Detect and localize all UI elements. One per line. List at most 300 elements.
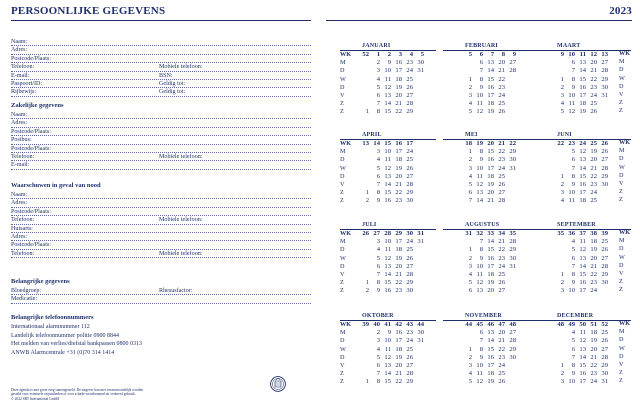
field-label: Naam: (11, 192, 28, 198)
day-number: 25 (498, 100, 505, 108)
month-title: APRIL (340, 131, 436, 140)
form-field-row (11, 241, 311, 249)
day-number (413, 76, 424, 84)
day-number: 18 (590, 238, 597, 246)
day-row (535, 59, 631, 67)
day-number: 28 (509, 238, 516, 246)
day-number: 6 (479, 329, 483, 337)
day-number: 29 (601, 270, 608, 278)
day-number: 21 (498, 238, 505, 246)
week-number: 42 (395, 321, 402, 328)
day-number: 26 (406, 353, 413, 361)
weekday-label: M (340, 329, 346, 337)
weekday-label: V (619, 180, 624, 188)
weekday-label: D (340, 172, 345, 180)
day-number: 27 (406, 361, 413, 369)
day-number: 31 (509, 262, 516, 270)
day-number (553, 346, 564, 354)
field-label: Adres: (11, 47, 28, 54)
day-number: 22 (590, 361, 597, 369)
weekday-label: D (619, 245, 624, 253)
day-number: 23 (590, 180, 597, 188)
day-number: 8 (376, 279, 380, 287)
day-row (340, 84, 436, 92)
week-number: 9 (560, 51, 564, 58)
form-field-row (11, 145, 311, 153)
form-field-row (11, 72, 311, 80)
day-number (413, 271, 424, 279)
field-label: E-mail: (11, 162, 30, 169)
weekday-label: W (619, 74, 625, 82)
week-label (535, 140, 553, 148)
phone-number-item: Landelijk telefoonnummer politie 0900 8844 (11, 332, 119, 339)
day-number: 8 (571, 361, 575, 369)
day-row (535, 279, 631, 287)
day-number (505, 197, 516, 205)
day-number: 15 (384, 108, 391, 116)
day-row (443, 197, 539, 205)
month-december (535, 312, 631, 387)
week-number: 17 (406, 140, 413, 147)
dotted-line (11, 169, 311, 170)
field-label: Telefoon: (11, 250, 35, 257)
day-number: 24 (498, 164, 505, 172)
day-number: 11 (579, 329, 586, 337)
form-field-row (11, 191, 311, 199)
day-number: 1 (560, 270, 564, 278)
weekday-label (443, 255, 461, 263)
day-number: 30 (406, 287, 413, 295)
weekday-label: W (340, 254, 346, 262)
weekday-label: Z (340, 189, 344, 197)
day-number: 6 (479, 59, 483, 67)
day-number: 17 (579, 287, 586, 295)
day-number: 26 (498, 108, 505, 116)
day-number: 17 (395, 67, 402, 75)
day-number: 1 (365, 189, 369, 197)
day-number: 8 (479, 345, 483, 353)
day-number: 16 (487, 353, 494, 361)
week-number: 35 (509, 230, 516, 237)
day-number: 6 (571, 345, 575, 353)
day-row (535, 84, 631, 92)
day-number: 23 (498, 353, 505, 361)
day-number (358, 362, 369, 370)
day-number: 5 (571, 337, 575, 345)
day-number: 28 (601, 67, 608, 75)
week-number: 3 (398, 51, 402, 58)
week-label (443, 230, 461, 238)
weekday-label: Z (619, 369, 623, 377)
weekday-label: W (619, 344, 625, 352)
day-number: 8 (571, 270, 575, 278)
weekday-label (443, 238, 461, 246)
week-label: WK (619, 229, 631, 236)
day-number: 21 (498, 337, 505, 345)
day-number: 30 (509, 156, 516, 164)
day-number: 16 (579, 370, 586, 378)
phone-number-item: Het melden van verlies/diefstal bankpassen 0800 0313 (11, 341, 142, 348)
day-number (505, 362, 516, 370)
weekday-label: W (340, 345, 346, 353)
day-number: 17 (395, 148, 402, 156)
week-number: 22 (557, 140, 564, 147)
day-number: 13 (476, 287, 483, 295)
weekday-label (443, 173, 461, 181)
day-number: 10 (568, 91, 575, 99)
week-number-row (340, 140, 436, 148)
day-number: 24 (590, 91, 597, 99)
day-number: 1 (560, 172, 564, 180)
day-row (535, 67, 631, 75)
weekday-label (535, 255, 553, 263)
day-number: 4 (468, 172, 472, 180)
day-number: 23 (590, 279, 597, 287)
crest-logo-icon (270, 375, 286, 393)
week-number: 5 (468, 51, 472, 58)
weekday-label (443, 354, 461, 362)
weekday-label (443, 100, 461, 108)
day-number: 11 (384, 246, 391, 254)
day-number: 15 (579, 361, 586, 369)
business-section (11, 101, 311, 170)
day-row (535, 173, 631, 181)
day-number: 15 (487, 345, 494, 353)
month-title: JANUARI (340, 42, 436, 51)
day-number: 10 (384, 148, 391, 156)
day-number: 24 (590, 189, 597, 197)
week-label (443, 140, 461, 148)
day-number: 7 (571, 67, 575, 75)
weekday-label: M (619, 147, 625, 155)
week-number: 37 (579, 230, 586, 237)
weekday-label (535, 165, 553, 173)
weekday-label: D (340, 246, 345, 254)
day-number: 5 (376, 83, 380, 91)
day-number: 2 (365, 287, 369, 295)
month-title: FEBRUARI (443, 42, 539, 51)
day-number: 23 (406, 59, 413, 67)
day-number: 14 (487, 337, 494, 345)
weekday-label (443, 329, 461, 337)
day-number: 22 (395, 189, 402, 197)
week-number: 8 (501, 51, 505, 58)
weekday-label (535, 197, 553, 205)
day-number: 30 (601, 83, 608, 91)
day-row (340, 279, 436, 287)
day-row (340, 92, 436, 100)
week-number: 33 (487, 230, 494, 237)
week-number: 30 (406, 230, 413, 237)
day-number: 14 (384, 370, 391, 378)
weekday-label: V (340, 270, 345, 278)
week-number: 35 (557, 230, 564, 237)
day-number (553, 148, 564, 156)
day-row (535, 92, 631, 100)
day-row (535, 354, 631, 362)
weekday-label: V (619, 361, 624, 369)
day-number: 26 (498, 279, 505, 287)
weekday-label (443, 189, 461, 197)
weekday-label (535, 263, 553, 271)
weekday-label: Z (619, 188, 623, 196)
day-number: 30 (509, 254, 516, 262)
day-row (443, 173, 539, 181)
day-number: 21 (487, 197, 494, 205)
day-number: 28 (509, 67, 516, 75)
day-number: 18 (579, 197, 586, 205)
day-number: 21 (395, 100, 402, 108)
day-number (553, 263, 564, 271)
weekday-label (535, 370, 553, 378)
week-label: WK (340, 230, 352, 237)
day-number (505, 287, 516, 295)
weekday-label: W (619, 253, 625, 261)
day-number (553, 329, 564, 337)
day-number: 28 (406, 270, 413, 278)
form-field-row (11, 136, 311, 144)
weekday-label (535, 346, 553, 354)
form-field-row (11, 88, 311, 96)
form-field-row (11, 295, 311, 303)
day-row (340, 255, 436, 263)
weekday-label (535, 156, 553, 164)
day-number: 30 (601, 180, 608, 188)
day-number: 19 (579, 108, 586, 116)
day-number: 20 (590, 59, 597, 67)
day-row (443, 346, 539, 354)
day-number (413, 279, 424, 287)
day-number: 25 (406, 156, 413, 164)
day-number: 29 (601, 172, 608, 180)
day-number: 6 (468, 189, 472, 197)
day-number (358, 84, 369, 92)
day-number: 9 (571, 279, 575, 287)
week-number: 41 (384, 321, 391, 328)
day-number (358, 246, 369, 254)
weekday-label (535, 337, 553, 345)
day-number (358, 76, 369, 84)
weekday-label (443, 181, 461, 189)
day-number: 13 (384, 172, 391, 180)
day-number: 12 (476, 108, 483, 116)
weekday-labels-right (619, 229, 630, 295)
day-number (461, 337, 472, 345)
day-number: 6 (376, 361, 380, 369)
weekday-label (443, 84, 461, 92)
day-number: 17 (579, 189, 586, 197)
day-number: 16 (487, 83, 494, 91)
day-number: 7 (468, 197, 472, 205)
day-number: 25 (601, 238, 608, 246)
day-number: 25 (406, 246, 413, 254)
weekday-label (535, 108, 553, 116)
day-number: 7 (376, 370, 380, 378)
day-number: 11 (476, 172, 483, 180)
weekday-label: V (340, 361, 345, 369)
day-row (535, 337, 631, 345)
day-number: 20 (395, 361, 402, 369)
day-number: 26 (601, 337, 608, 345)
day-number: 3 (376, 67, 380, 75)
day-number: 26 (498, 180, 505, 188)
day-number: 5 (468, 108, 472, 116)
week-number: 6 (479, 51, 483, 58)
month-title: JUNI (535, 131, 631, 140)
week-number: 22 (509, 140, 516, 147)
day-number: 6 (571, 156, 575, 164)
day-number: 8 (376, 108, 380, 116)
day-row (443, 279, 539, 287)
day-number (553, 165, 564, 173)
day-number: 14 (476, 197, 483, 205)
weekday-labels-right (619, 50, 630, 116)
day-number: 2 (468, 83, 472, 91)
day-number: 18 (590, 329, 597, 337)
day-row (535, 271, 631, 279)
weekday-label: Z (340, 197, 344, 205)
day-number: 27 (509, 59, 516, 67)
day-number: 4 (571, 238, 575, 246)
day-number: 31 (509, 164, 516, 172)
day-number: 7 (479, 67, 483, 75)
day-number: 12 (579, 148, 586, 156)
day-number: 7 (479, 238, 483, 246)
weekday-label: Z (340, 370, 344, 378)
day-row (443, 255, 539, 263)
weekday-label (443, 59, 461, 67)
week-label (443, 321, 461, 329)
day-row (340, 354, 436, 362)
weekday-label (443, 67, 461, 75)
day-number: 16 (579, 180, 586, 188)
weekday-label: Z (340, 378, 344, 386)
day-row (443, 92, 539, 100)
day-number: 2 (468, 353, 472, 361)
day-number: 29 (406, 108, 413, 116)
day-number: 19 (487, 180, 494, 188)
day-number: 14 (487, 238, 494, 246)
day-row (340, 189, 436, 197)
day-number: 29 (406, 279, 413, 287)
day-row (443, 165, 539, 173)
day-number: 13 (476, 189, 483, 197)
day-number (358, 354, 369, 362)
day-number: 27 (601, 59, 608, 67)
day-number: 13 (579, 345, 586, 353)
month-title: SEPTEMBER (535, 221, 631, 230)
day-number (505, 370, 516, 378)
field-label-secondary: Mobiele telefoon: (159, 217, 203, 224)
day-row (340, 59, 436, 67)
day-number: 7 (571, 262, 575, 270)
day-number: 12 (476, 180, 483, 188)
day-number: 6 (376, 91, 380, 99)
day-number: 15 (579, 270, 586, 278)
day-row (535, 263, 631, 271)
day-number: 18 (579, 100, 586, 108)
weekday-label: Z (340, 279, 344, 287)
day-number: 1 (560, 361, 564, 369)
day-number: 17 (579, 378, 586, 386)
day-number: 25 (406, 345, 413, 353)
day-number: 21 (590, 353, 597, 361)
field-label: E-mail: (11, 72, 30, 79)
day-row (443, 362, 539, 370)
day-number: 13 (384, 262, 391, 270)
day-number: 20 (590, 345, 597, 353)
week-number: 12 (590, 51, 597, 58)
day-number (358, 59, 369, 67)
week-number-row (340, 230, 436, 238)
day-row (443, 181, 539, 189)
week-number: 50 (579, 321, 586, 328)
day-number: 30 (601, 370, 608, 378)
day-number: 13 (579, 156, 586, 164)
week-number: 28 (384, 230, 391, 237)
day-number: 12 (384, 164, 391, 172)
day-number (413, 108, 424, 116)
week-number-row (340, 321, 436, 329)
day-number: 29 (406, 189, 413, 197)
week-number: 44 (465, 321, 472, 328)
week-number: 40 (373, 321, 380, 328)
day-number (597, 108, 608, 116)
day-row (535, 362, 631, 370)
day-number: 29 (601, 361, 608, 369)
weekday-label: D (619, 66, 624, 74)
month-september (535, 221, 631, 296)
week-number: 31 (465, 230, 472, 237)
weekday-label: W (340, 75, 346, 83)
day-number: 3 (560, 287, 564, 295)
day-number: 17 (579, 91, 586, 99)
weekday-label: Z (619, 99, 623, 107)
day-row (443, 378, 539, 386)
week-label: WK (340, 321, 352, 328)
day-number: 22 (590, 270, 597, 278)
week-label (443, 51, 461, 59)
weekday-label (443, 370, 461, 378)
day-number: 11 (476, 370, 483, 378)
phone-list (11, 323, 311, 357)
weekday-label (535, 100, 553, 108)
day-number: 4 (376, 246, 380, 254)
day-number (358, 263, 369, 271)
day-number (358, 346, 369, 354)
day-number: 28 (601, 164, 608, 172)
day-number: 3 (376, 148, 380, 156)
day-number (505, 173, 516, 181)
weekday-label (535, 279, 553, 287)
day-number: 21 (498, 67, 505, 75)
day-number (553, 59, 564, 67)
day-number (461, 329, 472, 337)
week-label: WK (340, 51, 352, 58)
week-number: 44 (417, 321, 424, 328)
day-number: 15 (384, 189, 391, 197)
week-number: 45 (476, 321, 483, 328)
field-label: Adres: (11, 233, 28, 240)
week-number-row (443, 230, 539, 238)
day-number: 21 (395, 370, 402, 378)
day-number (358, 181, 369, 189)
day-number: 7 (571, 164, 575, 172)
day-number: 26 (601, 148, 608, 156)
day-number: 5 (376, 164, 380, 172)
day-row (340, 181, 436, 189)
day-number: 19 (395, 254, 402, 262)
